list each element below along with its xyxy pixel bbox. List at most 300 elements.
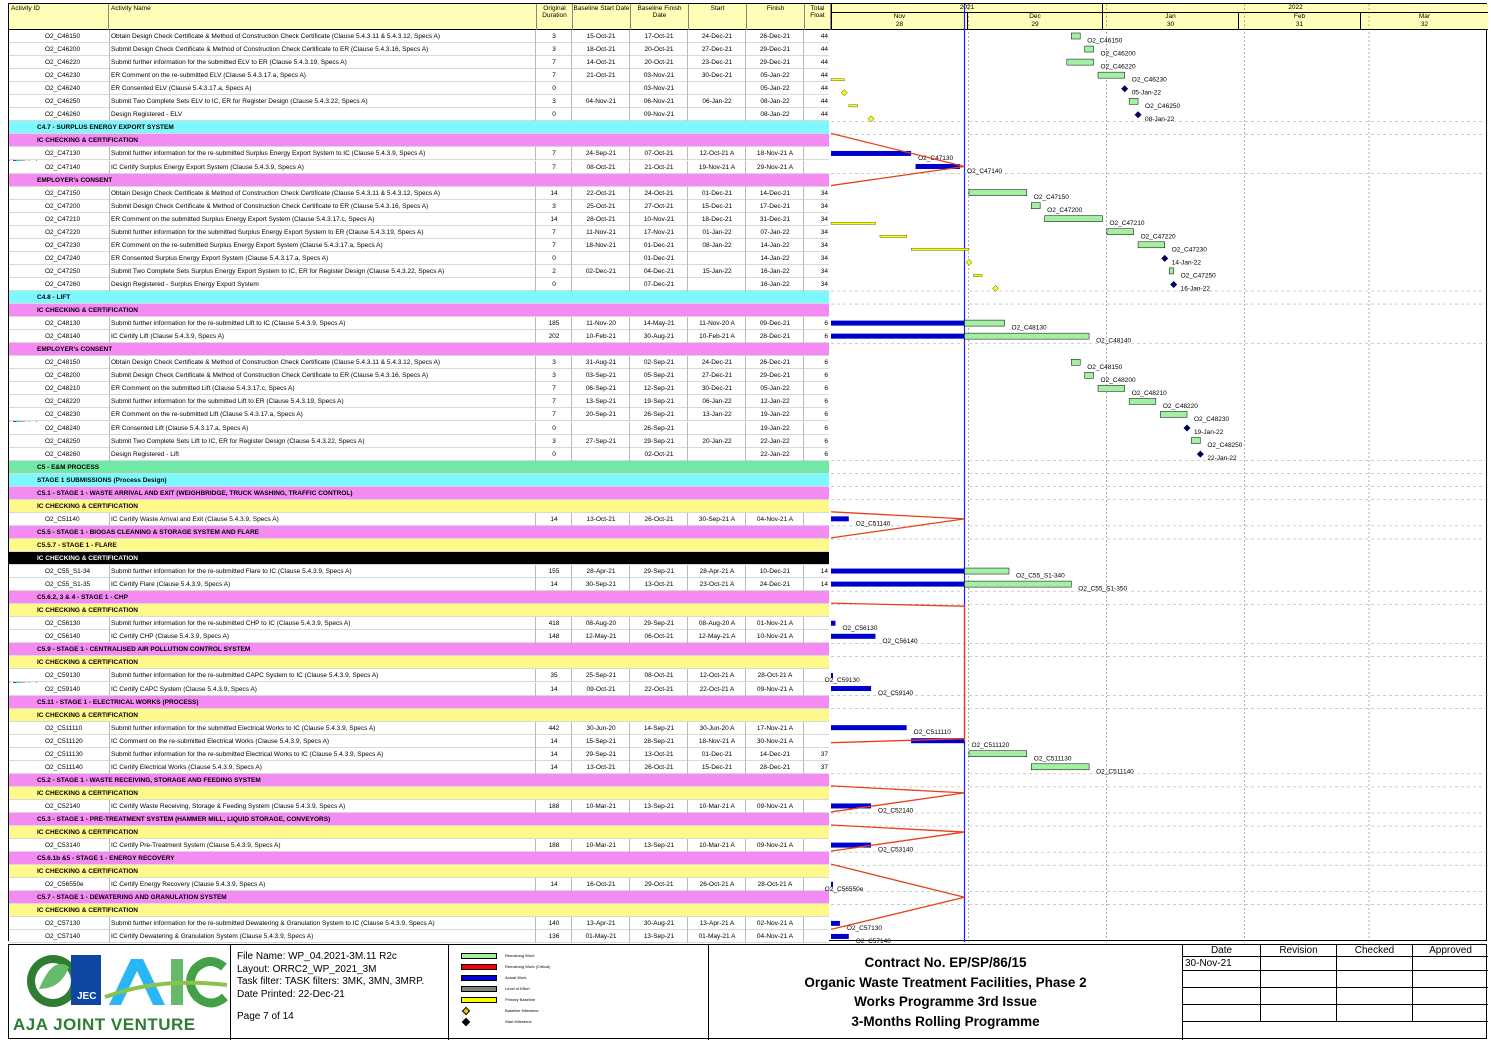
start-cell: 27-Dec-21 <box>701 46 733 54</box>
activity-id-cell: O2_C47140 <box>45 163 81 171</box>
progress-line <box>831 603 965 606</box>
activity-id-cell: O2_C48200 <box>45 372 81 380</box>
baseline-start-cell <box>573 82 629 95</box>
original-duration-cell: 3 <box>552 359 556 367</box>
baseline-finish-cell: 01-Dec-21 <box>643 241 675 249</box>
activity-id-cell: O2_C48250 <box>45 437 81 445</box>
finish-cell: 14-Jan-22 <box>760 241 790 249</box>
activity-name-cell: IC Certify Dewatering & Granulation System (Clause 5.4.3.9, Specs A) <box>111 933 314 941</box>
total-float-cell: 34 <box>820 189 828 197</box>
activity-row[interactable] <box>9 82 829 95</box>
baseline-start-cell: 10-Feb-21 <box>586 333 616 341</box>
original-duration-cell: 442 <box>548 724 560 732</box>
wbs-band-label: IC CHECKING & CERTIFICATION <box>37 137 138 145</box>
activity-name-cell: ER Consented ELV (Clause 5.4.3.17.a, Specs A) <box>111 85 252 93</box>
rev-header-date: Date <box>1183 945 1261 957</box>
activity-row[interactable] <box>9 239 829 252</box>
total-float-cell: 44 <box>820 72 828 80</box>
baseline-finish-cell: 02-Oct-21 <box>644 450 674 458</box>
baseline-start-cell: 31-Aug-21 <box>585 359 617 367</box>
finish-milestone <box>1184 425 1191 432</box>
total-float-cell: 34 <box>820 228 828 236</box>
baseline-finish-cell: 21-Oct-21 <box>644 163 674 171</box>
baseline-start-cell: 01-May-21 <box>585 933 617 941</box>
baseline-bar <box>880 235 907 237</box>
legend-swatch <box>461 964 497 970</box>
activity-row[interactable] <box>9 226 829 239</box>
activity-id-cell: O2_C47210 <box>45 215 81 223</box>
wbs-band-row[interactable] <box>9 291 829 304</box>
activity-id-cell: O2_C48260 <box>45 450 81 458</box>
total-float-cell: 6 <box>824 437 828 445</box>
activity-id-cell: O2_C59140 <box>45 685 81 693</box>
wbs-band-label: C5.11 - STAGE 1 - ELECTRICAL WORKS (PROCESS) <box>37 698 199 706</box>
bar-label: O2_C48250 <box>1207 442 1243 450</box>
original-duration-cell: 3 <box>552 98 556 106</box>
bar-label: O2_C59140 <box>878 690 914 697</box>
bar-label: O2_C511130 <box>1033 755 1072 763</box>
activity-name-cell: IC Certify Surplus Energy Export System (Clause 5.4.3.9, Specs A) <box>111 163 304 171</box>
finish-cell: 22-Jan-22 <box>760 437 790 445</box>
start-cell <box>689 108 745 121</box>
activity-id-cell: O2_C59130 <box>45 672 81 680</box>
activity-row[interactable] <box>9 317 829 330</box>
wbs-band-label: IC CHECKING & CERTIFICATION <box>37 829 138 837</box>
baseline-finish-cell: 07-Dec-21 <box>643 280 675 288</box>
total-float-cell <box>805 630 829 643</box>
baseline-start-cell: 02-Dec-21 <box>585 267 617 275</box>
total-float-cell: 44 <box>820 111 828 119</box>
remaining-work-bar <box>965 333 1090 339</box>
date-printed: Date Printed: 22-Dec-21 <box>237 988 345 1000</box>
finish-cell: 07-Jan-22 <box>760 228 790 236</box>
wbs-band-row[interactable] <box>9 643 829 656</box>
finish-cell: 26-Dec-21 <box>759 359 791 367</box>
start-cell: 23-Oct-21 A <box>699 581 735 589</box>
logo-cell <box>9 945 231 1040</box>
wbs-band-row[interactable] <box>9 134 829 147</box>
activity-name-cell: Obtain Design Check Certificate & Method of Construction Check Certificate (Clause 5.4.3.11 & 5.4.3.12, Specs A) <box>111 359 441 367</box>
activity-row[interactable] <box>9 56 829 69</box>
bar-label: 05-Jan-22 <box>1131 89 1161 97</box>
wbs-band-label: C5.3 - STAGE 1 - PRE-TREATMENT SYSTEM (HAMMER MILL, LIQUID STORAGE, CONVEYORS) <box>37 816 331 823</box>
total-float-cell: 44 <box>820 85 828 93</box>
finish-cell: 18-Nov-21 A <box>756 150 794 158</box>
baseline-start-cell: 08-Aug-20 <box>585 620 617 628</box>
wbs-band-row[interactable] <box>9 904 829 917</box>
activity-id-cell: O2_C47150 <box>45 189 81 197</box>
total-float-cell: 34 <box>820 280 828 288</box>
wbs-band-row[interactable] <box>9 304 829 317</box>
bar-label: O2_C46250 <box>1145 102 1181 110</box>
remaining-work-bar <box>1071 33 1080 39</box>
wbs-band-row[interactable] <box>9 774 829 787</box>
activity-name-cell: Submit Two Complete Sets Lift to IC, ER for Register Design (Clause 5.4.3.22, Specs A) <box>111 437 365 445</box>
start-cell: 10-Mar-21 A <box>699 842 735 850</box>
bar-label: O2_C55_S1-350 <box>1078 585 1128 593</box>
activity-id-cell: O2_C46230 <box>45 72 81 80</box>
wbs-band-row[interactable] <box>9 826 829 839</box>
original-duration-cell: 7 <box>552 241 556 249</box>
activity-row[interactable] <box>9 213 829 226</box>
bar-label: O2_C47150 <box>1033 194 1069 202</box>
start-cell <box>689 82 745 95</box>
remaining-work-bar <box>1169 268 1173 274</box>
wbs-band-label: C5.9 - STAGE 1 - CENTRALISED AIR POLLUTION CONTROL SYSTEM <box>37 646 251 654</box>
activity-name-cell: Submit further information for the re-submitted Dewatering & Granulation System to IC (Clause 5.4.3.9, Specs A) <box>111 920 435 928</box>
activity-row[interactable] <box>9 878 829 891</box>
activity-row[interactable] <box>9 722 829 735</box>
total-float-cell <box>805 930 829 943</box>
activity-row[interactable] <box>9 917 829 930</box>
bar-label: O2_C48230 <box>1194 415 1230 423</box>
activity-row[interactable] <box>9 435 829 448</box>
activity-row[interactable] <box>9 565 829 578</box>
remaining-work-bar <box>1129 98 1138 104</box>
baseline-start-cell: 28-Oct-21 <box>586 215 616 223</box>
activity-row[interactable] <box>9 252 829 265</box>
bar-label: O2_C47250 <box>1180 272 1216 280</box>
bar-label: O2_C46230 <box>1131 76 1167 84</box>
wbs-band-label: IC CHECKING & CERTIFICATION <box>37 789 138 797</box>
baseline-start-cell: 29-Sep-21 <box>585 750 617 758</box>
wbs-band-row[interactable] <box>9 865 829 878</box>
wbs-band-row[interactable] <box>9 552 829 565</box>
activity-row[interactable] <box>9 278 829 291</box>
start-cell: 28-Apr-21 A <box>699 568 735 576</box>
remaining-work-bar <box>1031 203 1040 209</box>
wbs-band-row[interactable] <box>9 539 829 552</box>
baseline-finish-cell: 26-Sep-21 <box>643 411 675 419</box>
activity-row[interactable] <box>9 761 829 774</box>
baseline-finish-cell: 19-Sep-21 <box>643 398 675 406</box>
wbs-band-row[interactable] <box>9 696 829 709</box>
finish-cell: 09-Nov-21 A <box>756 802 794 810</box>
activity-row[interactable] <box>9 448 829 461</box>
finish-cell: 17-Nov-21 A <box>756 724 794 732</box>
baseline-bar <box>973 274 982 276</box>
original-duration-cell: 0 <box>552 424 556 432</box>
wbs-band-row[interactable] <box>9 709 829 722</box>
activity-row[interactable] <box>9 669 829 682</box>
baseline-finish-cell: 20-Oct-21 <box>644 46 674 54</box>
col-activity-name[interactable]: Activity Name <box>109 4 537 30</box>
wbs-band-label: EMPLOYER's CONSENT <box>37 176 113 184</box>
total-float-cell <box>805 683 829 696</box>
wbs-band-row[interactable] <box>9 813 829 826</box>
wbs-band-row[interactable] <box>9 891 829 904</box>
bar-label: O2_C47140 <box>967 168 1003 175</box>
baseline-milestone <box>868 116 874 122</box>
activity-id-cell: O2_C46240 <box>45 85 81 93</box>
start-cell: 10-Mar-21 A <box>699 802 735 810</box>
col-baseline-start[interactable]: Baseline Start Date <box>573 4 631 30</box>
baseline-start-cell: 15-Sep-21 <box>585 737 617 745</box>
baseline-finish-cell: 29-Sep-21 <box>643 437 675 445</box>
wbs-band-label: IC CHECKING & CERTIFICATION <box>37 659 138 667</box>
baseline-finish-cell: 09-Nov-21 <box>643 111 675 119</box>
finish-milestone <box>1170 281 1177 288</box>
wbs-band-row[interactable] <box>9 174 829 187</box>
wbs-band-label: C5.7 - STAGE 1 - DEWATERING AND GRANULATION SYSTEM <box>37 894 227 902</box>
activity-name-cell: ER Comment on the submitted Surplus Energy Export System (Clause 5.4.3.17.c, Specs A) <box>111 215 375 223</box>
wbs-band-row[interactable] <box>9 604 829 617</box>
activity-row[interactable] <box>9 147 829 160</box>
bar-label: O2_C47230 <box>1171 246 1207 254</box>
total-float-cell <box>805 147 829 160</box>
activity-row[interactable] <box>9 748 829 761</box>
timeline-month-mar: Mar <box>1360 13 1488 21</box>
baseline-start-cell: 15-Oct-21 <box>586 33 616 40</box>
baseline-finish-cell: 26-Oct-21 <box>644 515 674 523</box>
baseline-finish-cell: 29-Oct-21 <box>644 881 674 889</box>
actual-work-bar <box>831 569 965 574</box>
total-float-cell: 34 <box>820 215 828 223</box>
start-cell: 30-Dec-21 <box>701 72 733 80</box>
finish-milestone <box>1197 451 1204 458</box>
activity-row[interactable] <box>9 683 829 696</box>
file-name: File Name: WP_04.2021-3M.11 R2c <box>237 951 397 962</box>
activity-row[interactable] <box>9 800 829 813</box>
project-title: Organic Waste Treatment Facilities, Phase 2 <box>804 974 1087 990</box>
baseline-finish-cell: 27-Oct-21 <box>644 202 674 210</box>
wbs-band-row[interactable] <box>9 487 829 500</box>
col-finish[interactable]: Finish <box>747 4 805 30</box>
baseline-finish-cell: 07-Oct-21 <box>644 150 674 158</box>
wbs-band-row[interactable] <box>9 591 829 604</box>
total-float-cell <box>805 617 829 630</box>
wbs-band-label: IC CHECKING & CERTIFICATION <box>37 307 138 315</box>
baseline-start-cell: 13-Oct-21 <box>586 763 616 771</box>
activity-row[interactable] <box>9 200 829 213</box>
actual-work-bar <box>831 334 965 339</box>
baseline-finish-cell: 24-Oct-21 <box>644 189 674 197</box>
rev-header-revision: Revision <box>1261 945 1337 957</box>
activity-row[interactable] <box>9 839 829 852</box>
activity-row[interactable] <box>9 187 829 200</box>
start-cell: 06-Jan-22 <box>702 398 732 406</box>
finish-cell: 02-Nov-21 A <box>756 920 794 928</box>
activity-row[interactable] <box>9 513 829 526</box>
finish-cell: 30-Nov-21 A <box>756 737 794 745</box>
activity-row[interactable] <box>9 617 829 630</box>
original-duration-cell: 202 <box>548 333 560 341</box>
bar-label: O2_C48130 <box>1011 324 1047 332</box>
original-duration-cell: 3 <box>552 46 556 54</box>
activity-id-cell: O2_C51140 <box>45 515 80 523</box>
finish-cell: 14-Dec-21 <box>759 189 791 197</box>
start-cell: 01-Jan-22 <box>702 228 732 236</box>
schedule-sheet <box>8 3 1487 945</box>
col-baseline-finish[interactable]: Baseline Finish Date <box>631 4 689 30</box>
baseline-start-cell: 25-Sep-21 <box>585 672 617 680</box>
activity-row[interactable] <box>9 69 829 82</box>
wbs-band-label: C5 - E&M PROCESS <box>37 463 100 471</box>
original-duration-cell: 7 <box>552 150 556 158</box>
finish-milestone <box>1135 111 1142 118</box>
task-filter: Task filter: TASK filters: 3MK, 3MN, 3MRP. <box>237 976 425 987</box>
wbs-band-label: C5.5 - STAGE 1 - BIOGAS CLEANING & STORAGE SYSTEM AND FLARE <box>37 528 259 536</box>
start-cell: 08-Jan-22 <box>702 241 732 249</box>
activity-name-cell: ER Comment on the re-submitted Surplus Energy Export System (Clause 5.4.3.17.a, Specs A) <box>111 241 383 249</box>
total-float-cell: 34 <box>820 267 828 275</box>
start-cell: 18-Dec-21 <box>701 215 733 223</box>
finish-cell: 04-Nov-21 A <box>756 933 794 941</box>
finish-cell: 29-Dec-21 <box>759 59 791 67</box>
activity-row[interactable] <box>9 43 829 56</box>
baseline-finish-cell: 13-Oct-21 <box>644 581 674 589</box>
activity-row[interactable] <box>9 930 829 943</box>
baseline-finish-cell: 29-Sep-21 <box>643 620 675 628</box>
total-float-cell <box>805 839 829 852</box>
baseline-start-cell: 12-May-21 <box>585 633 617 641</box>
finish-cell: 31-Dec-21 <box>759 215 791 223</box>
baseline-start-cell: 25-Oct-21 <box>586 202 616 210</box>
wbs-band-row[interactable] <box>9 787 829 800</box>
wbs-band-row[interactable] <box>9 343 829 356</box>
bar-label: O2_C59130 <box>824 676 860 684</box>
total-float-cell: 6 <box>824 372 828 380</box>
activity-row[interactable] <box>9 30 829 43</box>
finish-cell: 19-Jan-22 <box>760 424 790 432</box>
bar-label: O2_C47220 <box>1140 233 1176 241</box>
activity-name-cell: ER Consented Lift (Clause 5.4.3.17.a, Specs A) <box>111 424 249 432</box>
activity-row[interactable] <box>9 108 829 121</box>
activity-name-cell: Submit further information for the re-submitted CHP to IC (Clause 5.4.3.9, Specs A) <box>111 620 351 628</box>
wbs-band-row[interactable] <box>9 852 829 865</box>
original-duration-cell: 185 <box>548 320 560 328</box>
baseline-start-cell: 21-Oct-21 <box>586 72 616 80</box>
revision-table <box>1183 945 1488 1040</box>
original-duration-cell: 7 <box>552 228 556 236</box>
activity-name-cell: Submit Design Check Certificate & Method of Construction Check Certificate to ER (Clause 5.4.3.16, Specs A) <box>111 202 429 210</box>
wbs-band-row[interactable] <box>9 656 829 669</box>
timeline-year-2021: 2021 <box>831 4 1102 13</box>
activity-row[interactable] <box>9 395 829 408</box>
original-duration-cell: 188 <box>548 802 560 810</box>
start-cell: 11-Nov-20 A <box>699 320 735 328</box>
activity-row[interactable] <box>9 578 829 591</box>
bar-label: O2_C48140 <box>1096 337 1132 345</box>
total-float-cell: 6 <box>824 398 828 406</box>
col-original-duration[interactable]: Original Duration <box>537 4 573 30</box>
wbs-band-row[interactable] <box>9 121 829 134</box>
activity-name-cell: Submit Design Check Certificate & Method of Construction Check Certificate to ER (Clause 5.4.3.16, Specs A) <box>111 46 429 54</box>
activity-row[interactable] <box>9 735 829 748</box>
activity-id-cell: O2_C47230 <box>45 241 81 249</box>
wbs-band-label: IC CHECKING & CERTIFICATION <box>37 555 138 562</box>
baseline-start-cell: 24-Sep-21 <box>585 150 617 158</box>
activity-row[interactable] <box>9 161 829 174</box>
baseline-finish-cell: 22-Oct-21 <box>644 685 674 693</box>
activity-id-cell: O2_C53140 <box>45 842 81 850</box>
wbs-band-label: IC CHECKING & CERTIFICATION <box>37 711 138 719</box>
wbs-band-label: IC CHECKING & CERTIFICATION <box>37 502 138 510</box>
activity-row[interactable] <box>9 95 829 108</box>
finish-cell: 14-Jan-22 <box>760 254 790 262</box>
activity-row[interactable] <box>9 408 829 421</box>
activity-row[interactable] <box>9 382 829 395</box>
original-duration-cell: 14 <box>550 763 558 771</box>
wbs-band-row[interactable] <box>9 461 829 474</box>
activity-row[interactable] <box>9 356 829 369</box>
activity-row[interactable] <box>9 265 829 278</box>
total-float-cell: 34 <box>820 241 828 249</box>
actual-work-bar <box>831 634 876 639</box>
total-float-cell: 6 <box>824 424 828 432</box>
activity-id-cell: O2_C56550e <box>45 881 84 889</box>
original-duration-cell: 3 <box>552 202 556 210</box>
total-float-cell: 34 <box>820 202 828 210</box>
wbs-band-row[interactable] <box>9 526 829 539</box>
baseline-finish-cell: 17-Oct-21 <box>644 33 674 40</box>
finish-milestone <box>1161 255 1168 262</box>
activity-name-cell: Submit further information for the re-submitted Surplus Energy Export System to IC (Clause 5.4.3.9, Specs A) <box>111 150 426 158</box>
baseline-finish-cell: 30-Aug-21 <box>643 333 675 341</box>
activity-id-cell: O2_C511120 <box>45 737 83 745</box>
col-total-float[interactable]: Total Float <box>805 4 831 30</box>
timeline-month-nov: Nov <box>831 13 967 21</box>
start-cell: 13-Jan-22 <box>702 411 732 419</box>
bar-label: O2_C511140 <box>1096 768 1134 776</box>
remaining-work-bar <box>1098 72 1125 78</box>
total-float-cell: 34 <box>820 254 828 262</box>
start-cell: 23-Dec-21 <box>701 59 733 67</box>
baseline-start-cell: 16-Oct-21 <box>586 881 616 889</box>
timeline-week-32: 32 <box>1360 21 1488 29</box>
baseline-start-cell: 14-Oct-21 <box>586 59 616 67</box>
remaining-work-bar <box>1160 411 1187 417</box>
wbs-band-row[interactable] <box>9 500 829 513</box>
original-duration-cell: 0 <box>552 254 556 262</box>
finish-cell: 28-Dec-21 <box>759 763 791 771</box>
activity-row[interactable] <box>9 369 829 382</box>
timeline-week-29: 29 <box>967 21 1102 29</box>
actual-work-bar <box>831 725 907 730</box>
activity-row[interactable] <box>9 630 829 643</box>
col-activity-id[interactable]: Activity ID <box>9 4 109 30</box>
wbs-band-row[interactable] <box>9 474 829 487</box>
col-start[interactable]: Start <box>689 4 747 30</box>
original-duration-cell: 155 <box>548 568 560 576</box>
activity-id-cell: O2_C47250 <box>45 267 81 275</box>
legend-label: Actual Work <box>505 975 527 980</box>
baseline-bar <box>831 79 844 81</box>
remaining-work-bar <box>1085 372 1094 378</box>
finish-cell: 08-Jan-22 <box>760 111 790 119</box>
baseline-finish-cell: 28-Sep-21 <box>643 737 675 745</box>
rev-approved-value <box>1413 957 1488 971</box>
activity-row[interactable] <box>9 422 829 435</box>
activity-id-cell: O2_C511140 <box>45 763 83 771</box>
start-cell: 01-May-21 A <box>698 933 736 941</box>
remaining-work-bar <box>1067 59 1094 65</box>
legend-cell <box>449 945 709 1040</box>
wbs-band-label: IC CHECKING & CERTIFICATION <box>37 907 138 915</box>
activity-row[interactable] <box>9 330 829 343</box>
original-duration-cell: 14 <box>550 737 558 745</box>
bar-label: O2_C51140 <box>855 520 891 528</box>
finish-cell: 10-Dec-21 <box>759 568 791 576</box>
activity-name-cell: Submit Two Complete Sets ELV to IC, ER for Register Design (Clause 5.4.3.22, Specs A) <box>111 98 368 106</box>
activity-id-cell: O2_C56130 <box>45 620 81 628</box>
start-cell <box>689 422 745 435</box>
start-cell: 30-Jun-20 A <box>699 724 735 732</box>
baseline-start-cell: 11-Nov-20 <box>586 320 616 328</box>
original-duration-cell: 188 <box>548 842 560 850</box>
finish-cell: 08-Jan-22 <box>760 98 790 106</box>
baseline-start-cell: 27-Sep-21 <box>585 437 617 445</box>
